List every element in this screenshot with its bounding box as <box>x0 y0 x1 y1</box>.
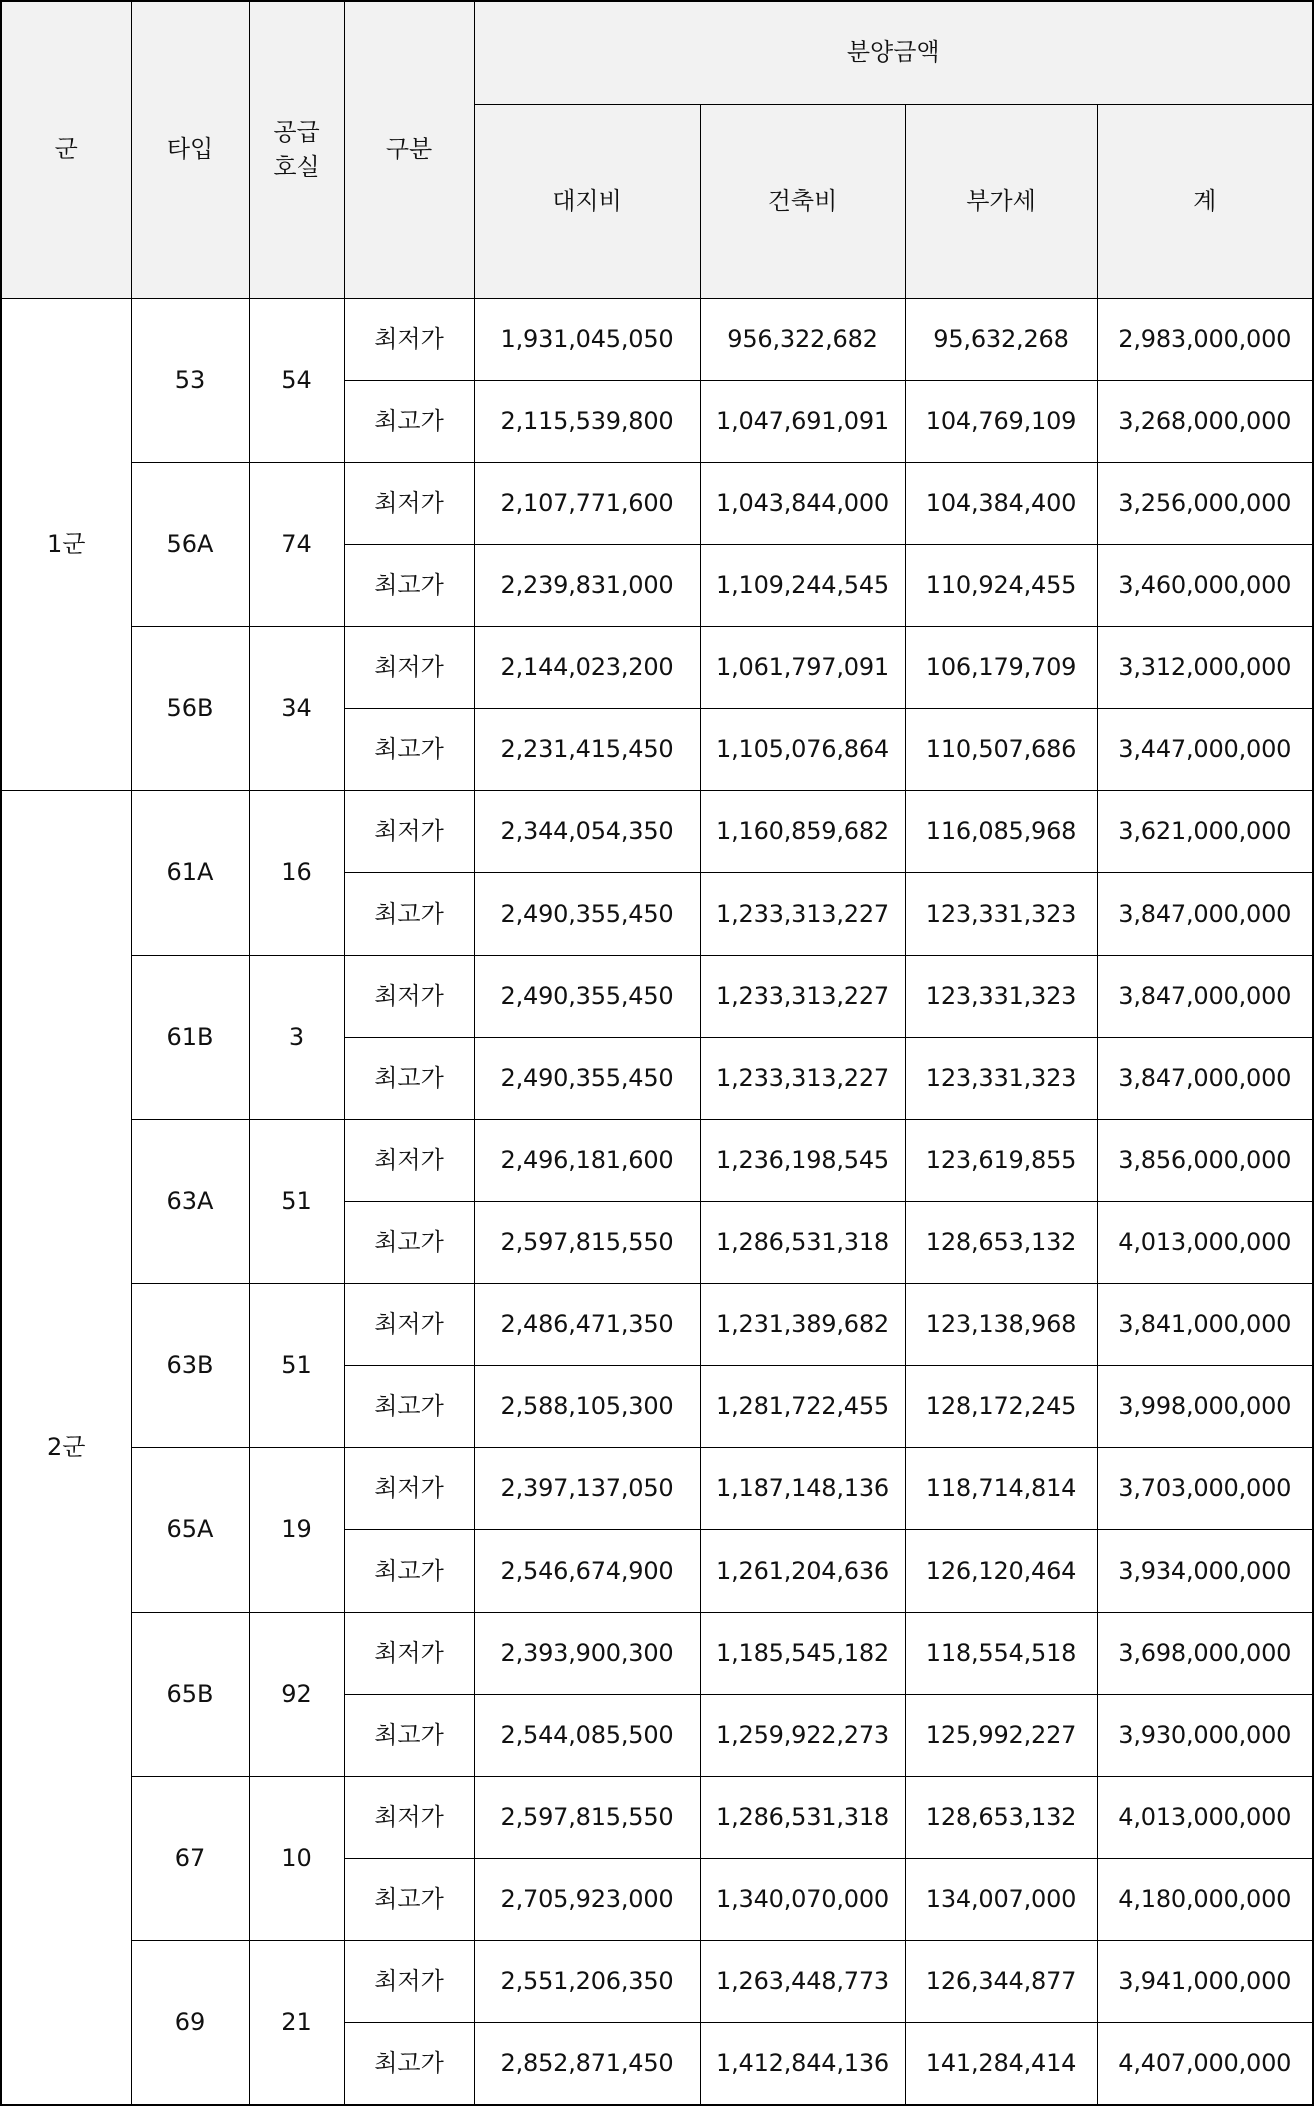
vat-cell: 126,120,464 <box>905 1530 1097 1612</box>
land-price-cell: 2,496,181,600 <box>474 1119 700 1201</box>
category-cell: 최고가 <box>344 2023 474 2105</box>
building-price-cell: 1,105,076,864 <box>700 709 905 791</box>
vat-cell: 116,085,968 <box>905 791 1097 873</box>
header-category: 구분 <box>344 1 474 298</box>
land-price-cell: 2,397,137,050 <box>474 1448 700 1530</box>
building-price-cell: 1,109,244,545 <box>700 544 905 626</box>
building-price-cell: 1,412,844,136 <box>700 2023 905 2105</box>
header-building: 건축비 <box>700 104 905 298</box>
building-price-cell: 1,233,313,227 <box>700 873 905 955</box>
total-price-cell: 4,180,000,000 <box>1097 1858 1313 1940</box>
header-supply-units <box>249 1 344 298</box>
land-price-cell: 1,931,045,050 <box>474 298 700 380</box>
building-price-cell: 1,061,797,091 <box>700 627 905 709</box>
land-price-cell: 2,490,355,450 <box>474 873 700 955</box>
total-price-cell: 4,013,000,000 <box>1097 1776 1313 1858</box>
vat-cell: 128,653,132 <box>905 1201 1097 1283</box>
units-cell: 51 <box>249 1284 344 1448</box>
table-row <box>1 298 1313 380</box>
vat-cell: 123,331,323 <box>905 873 1097 955</box>
building-price-cell: 1,259,922,273 <box>700 1694 905 1776</box>
header-price-group: 분양금액 <box>474 1 1313 104</box>
total-price-cell: 3,703,000,000 <box>1097 1448 1313 1530</box>
category-cell: 최고가 <box>344 544 474 626</box>
building-price-cell: 1,233,313,227 <box>700 955 905 1037</box>
land-price-cell: 2,490,355,450 <box>474 1037 700 1119</box>
table-row <box>1 955 1313 1037</box>
category-cell: 최저가 <box>344 462 474 544</box>
building-price-cell: 1,043,844,000 <box>700 462 905 544</box>
category-cell: 최고가 <box>344 1366 474 1448</box>
building-price-cell: 1,047,691,091 <box>700 380 905 462</box>
type-cell: 56B <box>131 627 249 791</box>
land-price-cell: 2,239,831,000 <box>474 544 700 626</box>
group-cell: 2군 <box>1 791 131 2105</box>
category-cell: 최저가 <box>344 955 474 1037</box>
total-price-cell: 4,407,000,000 <box>1097 2023 1313 2105</box>
total-price-cell: 3,447,000,000 <box>1097 709 1313 791</box>
units-cell: 74 <box>249 462 344 626</box>
type-cell: 67 <box>131 1776 249 1940</box>
category-cell: 최저가 <box>344 791 474 873</box>
table-row <box>1 791 1313 873</box>
vat-cell: 128,653,132 <box>905 1776 1097 1858</box>
land-price-cell: 2,107,771,600 <box>474 462 700 544</box>
units-cell: 16 <box>249 791 344 955</box>
vat-cell: 110,924,455 <box>905 544 1097 626</box>
total-price-cell: 3,460,000,000 <box>1097 544 1313 626</box>
building-price-cell: 1,236,198,545 <box>700 1119 905 1201</box>
total-price-cell: 3,847,000,000 <box>1097 955 1313 1037</box>
land-price-cell: 2,486,471,350 <box>474 1284 700 1366</box>
vat-cell: 126,344,877 <box>905 1941 1097 2023</box>
total-price-cell: 3,621,000,000 <box>1097 791 1313 873</box>
vat-cell: 106,179,709 <box>905 627 1097 709</box>
total-price-cell: 3,256,000,000 <box>1097 462 1313 544</box>
header-supply-line2: 호실 <box>273 152 320 181</box>
units-cell: 51 <box>249 1119 344 1283</box>
total-price-cell: 3,847,000,000 <box>1097 1037 1313 1119</box>
land-price-cell: 2,544,085,500 <box>474 1694 700 1776</box>
type-cell: 65B <box>131 1612 249 1776</box>
type-cell: 69 <box>131 1941 249 2106</box>
table-row <box>1 1612 1313 1694</box>
category-cell: 최고가 <box>344 380 474 462</box>
category-cell: 최저가 <box>344 1284 474 1366</box>
total-price-cell: 3,841,000,000 <box>1097 1284 1313 1366</box>
building-price-cell: 1,263,448,773 <box>700 1941 905 2023</box>
category-cell: 최고가 <box>344 1530 474 1612</box>
units-cell: 3 <box>249 955 344 1119</box>
vat-cell: 118,554,518 <box>905 1612 1097 1694</box>
land-price-cell: 2,546,674,900 <box>474 1530 700 1612</box>
vat-cell: 123,331,323 <box>905 1037 1097 1119</box>
building-price-cell: 1,231,389,682 <box>700 1284 905 1366</box>
category-cell: 최저가 <box>344 1776 474 1858</box>
table-row <box>1 627 1313 709</box>
total-price-cell: 3,930,000,000 <box>1097 1694 1313 1776</box>
land-price-cell: 2,588,105,300 <box>474 1366 700 1448</box>
total-price-cell: 4,013,000,000 <box>1097 1201 1313 1283</box>
header-land: 대지비 <box>474 104 700 298</box>
total-price-cell: 2,983,000,000 <box>1097 298 1313 380</box>
type-cell: 63A <box>131 1119 249 1283</box>
header-type: 타입 <box>131 1 249 298</box>
building-price-cell: 1,340,070,000 <box>700 1858 905 1940</box>
table-header <box>1 1 1313 298</box>
category-cell: 최저가 <box>344 1941 474 2023</box>
vat-cell: 104,384,400 <box>905 462 1097 544</box>
table-row <box>1 1119 1313 1201</box>
vat-cell: 125,992,227 <box>905 1694 1097 1776</box>
total-price-cell: 3,847,000,000 <box>1097 873 1313 955</box>
land-price-cell: 2,115,539,800 <box>474 380 700 462</box>
vat-cell: 95,632,268 <box>905 298 1097 380</box>
building-price-cell: 1,281,722,455 <box>700 1366 905 1448</box>
category-cell: 최고가 <box>344 1037 474 1119</box>
vat-cell: 123,619,855 <box>905 1119 1097 1201</box>
category-cell: 최저가 <box>344 1448 474 1530</box>
units-cell: 19 <box>249 1448 344 1612</box>
land-price-cell: 2,705,923,000 <box>474 1858 700 1940</box>
type-cell: 63B <box>131 1284 249 1448</box>
type-cell: 56A <box>131 462 249 626</box>
header-supply-line1: 공급 <box>273 117 320 146</box>
units-cell: 34 <box>249 627 344 791</box>
category-cell: 최저가 <box>344 1612 474 1694</box>
land-price-cell: 2,551,206,350 <box>474 1941 700 2023</box>
vat-cell: 104,769,109 <box>905 380 1097 462</box>
land-price-cell: 2,144,023,200 <box>474 627 700 709</box>
land-price-cell: 2,852,871,450 <box>474 2023 700 2105</box>
total-price-cell: 3,856,000,000 <box>1097 1119 1313 1201</box>
header-total: 계 <box>1097 104 1313 298</box>
table-row <box>1 1776 1313 1858</box>
category-cell: 최고가 <box>344 1858 474 1940</box>
building-price-cell: 1,261,204,636 <box>700 1530 905 1612</box>
table-row <box>1 1448 1313 1530</box>
total-price-cell: 3,312,000,000 <box>1097 627 1313 709</box>
building-price-cell: 1,160,859,682 <box>700 791 905 873</box>
category-cell: 최고가 <box>344 1201 474 1283</box>
type-cell: 65A <box>131 1448 249 1612</box>
total-price-cell: 3,698,000,000 <box>1097 1612 1313 1694</box>
category-cell: 최저가 <box>344 298 474 380</box>
land-price-cell: 2,597,815,550 <box>474 1776 700 1858</box>
category-cell: 최고가 <box>344 709 474 791</box>
land-price-cell: 2,231,415,450 <box>474 709 700 791</box>
land-price-cell: 2,597,815,550 <box>474 1201 700 1283</box>
total-price-cell: 3,934,000,000 <box>1097 1530 1313 1612</box>
land-price-cell: 2,490,355,450 <box>474 955 700 1037</box>
land-price-cell: 2,344,054,350 <box>474 791 700 873</box>
building-price-cell: 1,233,313,227 <box>700 1037 905 1119</box>
table-row <box>1 462 1313 544</box>
type-cell: 61A <box>131 791 249 955</box>
units-cell: 10 <box>249 1776 344 1940</box>
header-vat: 부가세 <box>905 104 1097 298</box>
group-cell: 1군 <box>1 298 131 791</box>
units-cell: 92 <box>249 1612 344 1776</box>
vat-cell: 134,007,000 <box>905 1858 1097 1940</box>
building-price-cell: 956,322,682 <box>700 298 905 380</box>
table-row <box>1 1941 1313 2023</box>
type-cell: 53 <box>131 298 249 462</box>
units-cell: 21 <box>249 1941 344 2106</box>
total-price-cell: 3,268,000,000 <box>1097 380 1313 462</box>
vat-cell: 118,714,814 <box>905 1448 1097 1530</box>
total-price-cell: 3,941,000,000 <box>1097 1941 1313 2023</box>
vat-cell: 123,138,968 <box>905 1284 1097 1366</box>
table-row <box>1 1284 1313 1366</box>
category-cell: 최저가 <box>344 1119 474 1201</box>
building-price-cell: 1,185,545,182 <box>700 1612 905 1694</box>
land-price-cell: 2,393,900,300 <box>474 1612 700 1694</box>
building-price-cell: 1,286,531,318 <box>700 1201 905 1283</box>
category-cell: 최고가 <box>344 1694 474 1776</box>
units-cell: 54 <box>249 298 344 462</box>
table-body <box>1 298 1313 2105</box>
category-cell: 최고가 <box>344 873 474 955</box>
category-cell: 최저가 <box>344 627 474 709</box>
building-price-cell: 1,187,148,136 <box>700 1448 905 1530</box>
header-group: 군 <box>1 1 131 298</box>
vat-cell: 123,331,323 <box>905 955 1097 1037</box>
vat-cell: 128,172,245 <box>905 1366 1097 1448</box>
total-price-cell: 3,998,000,000 <box>1097 1366 1313 1448</box>
vat-cell: 110,507,686 <box>905 709 1097 791</box>
vat-cell: 141,284,414 <box>905 2023 1097 2105</box>
type-cell: 61B <box>131 955 249 1119</box>
building-price-cell: 1,286,531,318 <box>700 1776 905 1858</box>
